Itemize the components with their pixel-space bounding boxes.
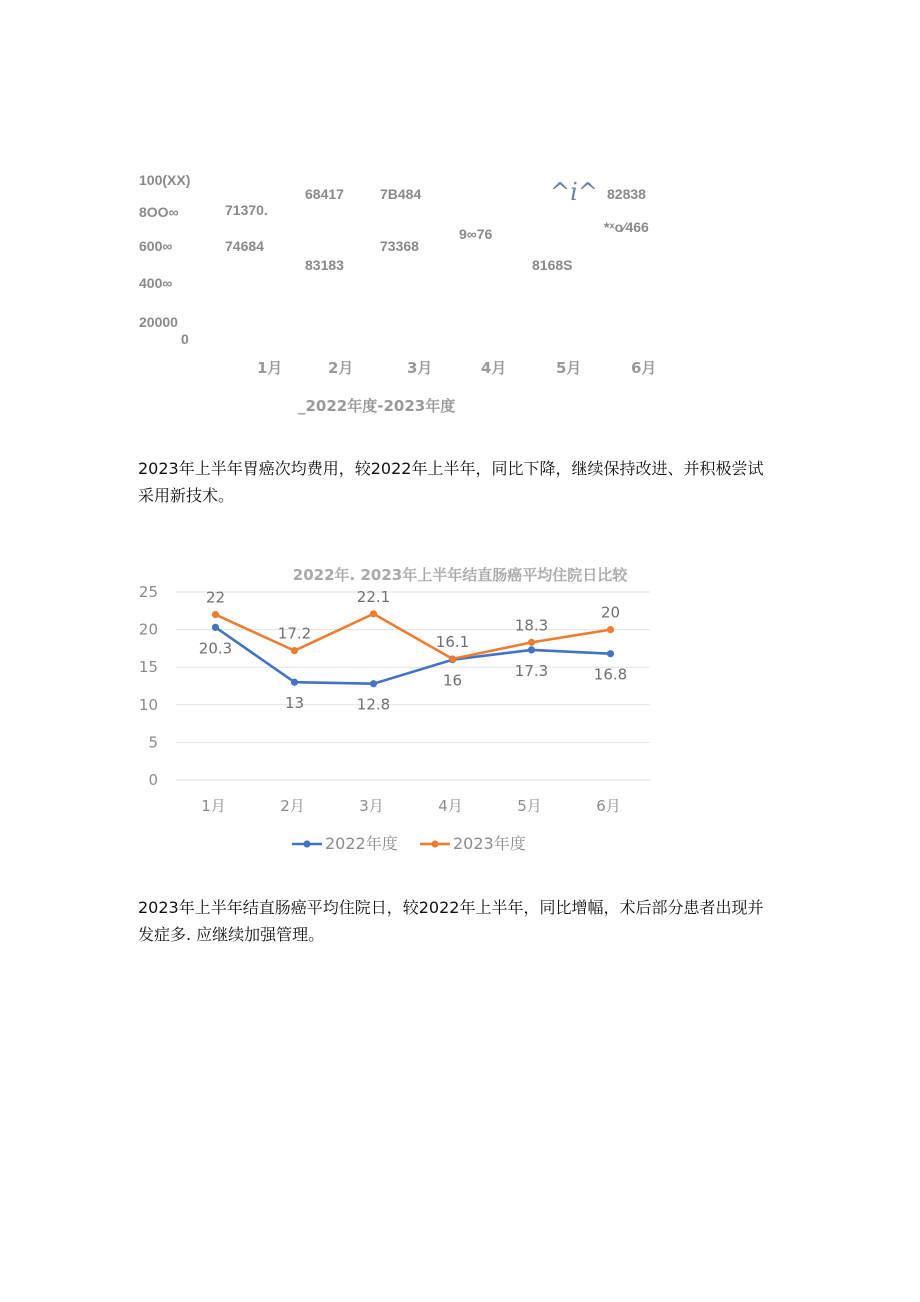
data-point	[370, 680, 377, 687]
ocr-y-tick: 400∞	[139, 275, 173, 291]
paragraph-gastric-cost: 2023年上半年胃癌次均费用，较2022年上半年，同比下降，继续保持改进、并积极尝试采用新技术。	[138, 459, 764, 505]
data-point	[212, 624, 219, 631]
ocr-month-label: 2月	[328, 359, 354, 377]
ocr-month-label: 1月	[257, 359, 283, 377]
ocr-data-label: 83183	[305, 257, 344, 273]
data-label: 20	[600, 603, 621, 622]
ocr-data-label: 68417	[305, 186, 344, 202]
ocr-data-label: 8168S	[532, 257, 573, 273]
y-tick-label: 5	[148, 733, 158, 752]
ocr-month-label: 5月	[556, 359, 582, 377]
legend-swatch-marker	[431, 840, 438, 847]
legend-label: 2023年度	[453, 834, 526, 853]
ocr-data-label: 73368	[380, 238, 419, 254]
data-point	[291, 647, 298, 654]
data-point	[291, 679, 298, 686]
data-point	[449, 655, 456, 662]
ocr-data-label: *ˣo⁄466	[604, 219, 649, 235]
chart-title: 2022年. 2023年上半年结直肠癌平均住院日比较	[292, 566, 628, 584]
data-label: 18.3	[514, 616, 549, 635]
ocr-y-tick: 100(XX)	[139, 172, 191, 188]
ocr-data-label: 74684	[225, 238, 264, 254]
data-label: 22	[205, 588, 226, 607]
y-tick-label: 25	[138, 583, 158, 601]
ocr-y-tick: 8OO∞	[139, 204, 179, 220]
x-tick-label: 3月	[359, 797, 384, 815]
legend-label: 2022年度	[325, 834, 398, 853]
data-point	[528, 639, 535, 646]
data-label: 17.3	[514, 661, 549, 680]
x-tick-label: 5月	[517, 797, 542, 815]
ocr-data-label: 71370.	[225, 202, 268, 218]
ocr-legend: _2022年度-2023年度	[298, 397, 456, 415]
ocr-data-label: 7B484	[380, 186, 422, 202]
x-tick-label: 2月	[280, 797, 305, 815]
ocr-month-label: 4月	[481, 359, 507, 377]
data-point	[370, 610, 377, 617]
y-tick-label: 15	[138, 658, 158, 677]
ocr-data-label: 9∞76	[459, 226, 493, 242]
data-label: 16.8	[593, 665, 628, 684]
y-tick-label: 0	[148, 771, 158, 789]
data-point	[212, 611, 219, 618]
ocr-y-tick: 600∞	[139, 238, 173, 254]
data-point	[607, 650, 614, 657]
ocr-month-label: 3月	[407, 359, 433, 377]
y-tick-label: 10	[138, 695, 158, 714]
data-label: 12.8	[356, 695, 391, 714]
data-label: 16.1	[435, 632, 470, 651]
data-point	[528, 646, 535, 653]
data-label: 13	[284, 694, 305, 713]
data-label: 16	[442, 671, 463, 690]
legend-swatch-marker	[303, 840, 310, 847]
ocr-month-label: 6月	[631, 359, 657, 377]
data-point	[607, 626, 614, 633]
ocr-glyph: ^i^	[550, 178, 598, 206]
ocr-data-label: 82838	[607, 186, 646, 202]
data-label: 17.2	[277, 624, 312, 643]
data-label: 20.3	[198, 639, 233, 658]
ocr-y-tick: 0	[181, 331, 189, 347]
x-tick-label: 1月	[201, 797, 226, 815]
x-tick-label: 6月	[596, 797, 621, 815]
y-tick-label: 20	[138, 620, 158, 639]
paragraph-colorectal-los: 2023年上半年结直肠癌平均住院日，较2022年上半年，同比增幅，术后部分患者出现并发症多. 应继续加强管理。	[138, 898, 764, 944]
ocr-y-tick: 20000	[139, 314, 178, 330]
x-tick-label: 4月	[438, 797, 463, 815]
data-label: 22.1	[356, 587, 391, 606]
